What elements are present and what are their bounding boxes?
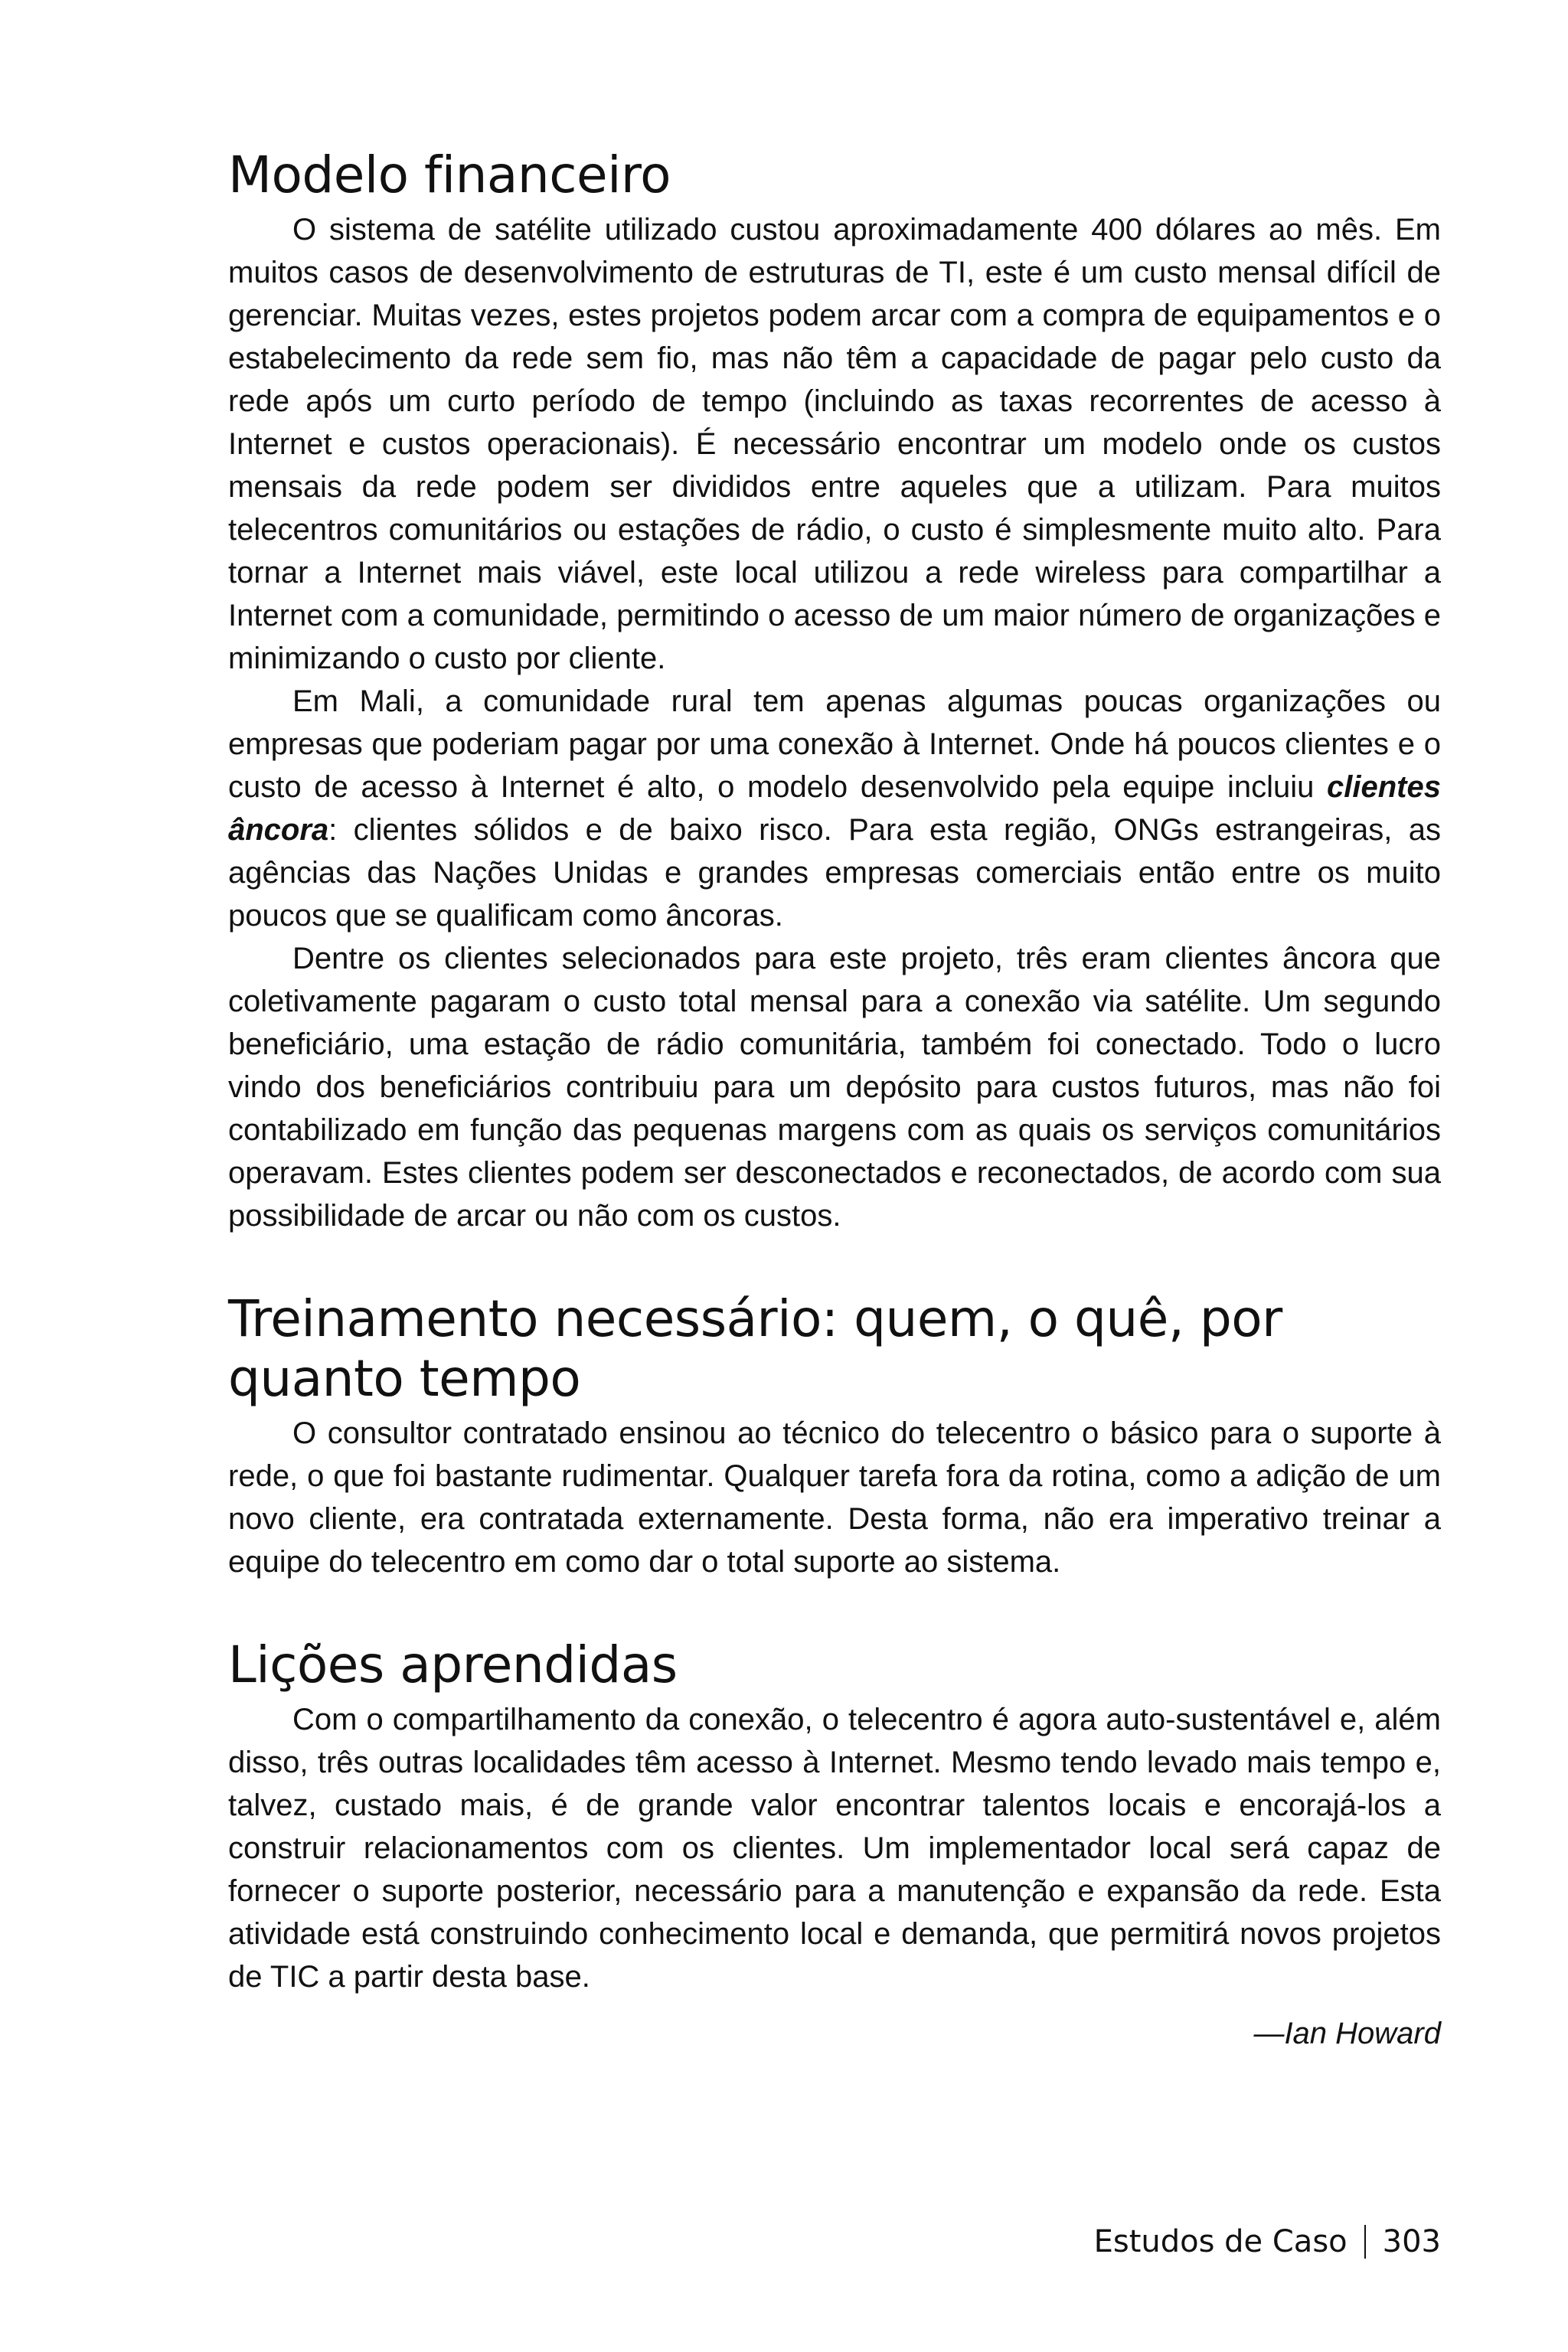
section-heading: Lições aprendidas: [228, 1635, 678, 1694]
body-paragraph: Com o compartilhamento da conexão, o telecentro é agora auto-sustentável e, além disso, três outras localidades têm acesso à Internet. Mesmo tendo levado mais tempo e, talvez, custado mais, é de grande valor encontrar talentos locais e encorajá-los a construir relacionamentos com os clientes. Um implementador local será capaz de fornecer o suporte posterior, necessário para a manutenção e expansão da rede. Esta atividade está construindo conhecimento local e demanda, que permitirá novos projetos de TIC a partir desta base.: [228, 1703, 1441, 1994]
page-footer: [1094, 2220, 1441, 2263]
section-heading: Treinamento necessário: quem, o quê, por quanto tempo: [228, 1289, 1282, 1408]
running-section-title: Estudos de Caso: [1093, 2224, 1348, 2259]
body-paragraph: Dentre os clientes selecionados para este projeto, três eram clientes âncora que coletivamente pagaram o custo total mensal para a conexão via satélite. Um segundo beneficiário, uma estação de rádio comunitária, também foi conectado. Todo o lucro vindo dos beneficiários contribuiu para um depósito para custos futuros, mas não foi contabilizado em função das pequenas margens com as quais os serviços comunitários operavam. Estes clientes podem ser desconectados e reconectados, de acordo com sua possibilidade de arcar ou não com os custos.: [228, 942, 1441, 1233]
body-paragraph: O consultor contratado ensinou ao técnico do telecentro o básico para o suporte à rede, o que foi bastante rudimentar. Qualquer tarefa fora da rotina, como a adição de um novo cliente, era contratada externamente. Desta forma, não era imperativo treinar a equipe do telecentro em como dar o total suporte ao sistema.: [228, 1416, 1441, 1579]
section-lessons-learned: [228, 1635, 1441, 2055]
page-content: [228, 145, 1441, 2055]
body-paragraph: [228, 680, 1441, 937]
section-financial-model: [228, 145, 1441, 1237]
paragraph-text: Em Mali, a comunidade rural tem apenas algumas poucas organizações ou empresas que poderiam pagar por uma conexão à Internet. Onde há poucos clientes e o custo de acesso à Internet é alto, o modelo desenvolvido pela equipe incluiu: [228, 684, 1441, 804]
section-training: [228, 1289, 1441, 1583]
emphasized-term: clientes âncora: [228, 770, 1441, 847]
page-number: 303: [1382, 2224, 1441, 2259]
footer-divider: [1364, 2225, 1366, 2259]
section-heading: Modelo financeiro: [228, 145, 671, 204]
author-attribution: —Ian Howard: [1253, 2017, 1441, 2050]
body-paragraph: O sistema de satélite utilizado custou aproximadamente 400 dólares ao mês. Em muitos casos de desenvolvimento de estruturas de TI, este é um custo mensal difícil de gerenciar. Muitas vezes, estes projetos podem arcar com a compra de equipamentos e o estabelecimento da rede sem fio, mas não têm a capacidade de pagar pelo custo da rede após um curto período de tempo (incluindo as taxas recorrentes de acesso à Internet e custos operacionais). É necessário encontrar um modelo onde os custos mensais da rede podem ser divididos entre aqueles que a utilizam. Para muitos telecentros comunitários ou estações de rádio, o custo é simplesmente muito alto. Para tornar a Internet mais viável, este local utilizou a rede wireless para compartilhar a Internet com a comunidade, permitindo o acesso de um maior número de organizações e minimizando o custo por cliente.: [228, 213, 1441, 675]
paragraph-text: : clientes sólidos e de baixo risco. Para esta região, ONGs estrangeiras, as agências das Nações Unidas e grandes empresas comerciais então entre os muito poucos que se qualificam como âncoras.: [228, 813, 1441, 933]
